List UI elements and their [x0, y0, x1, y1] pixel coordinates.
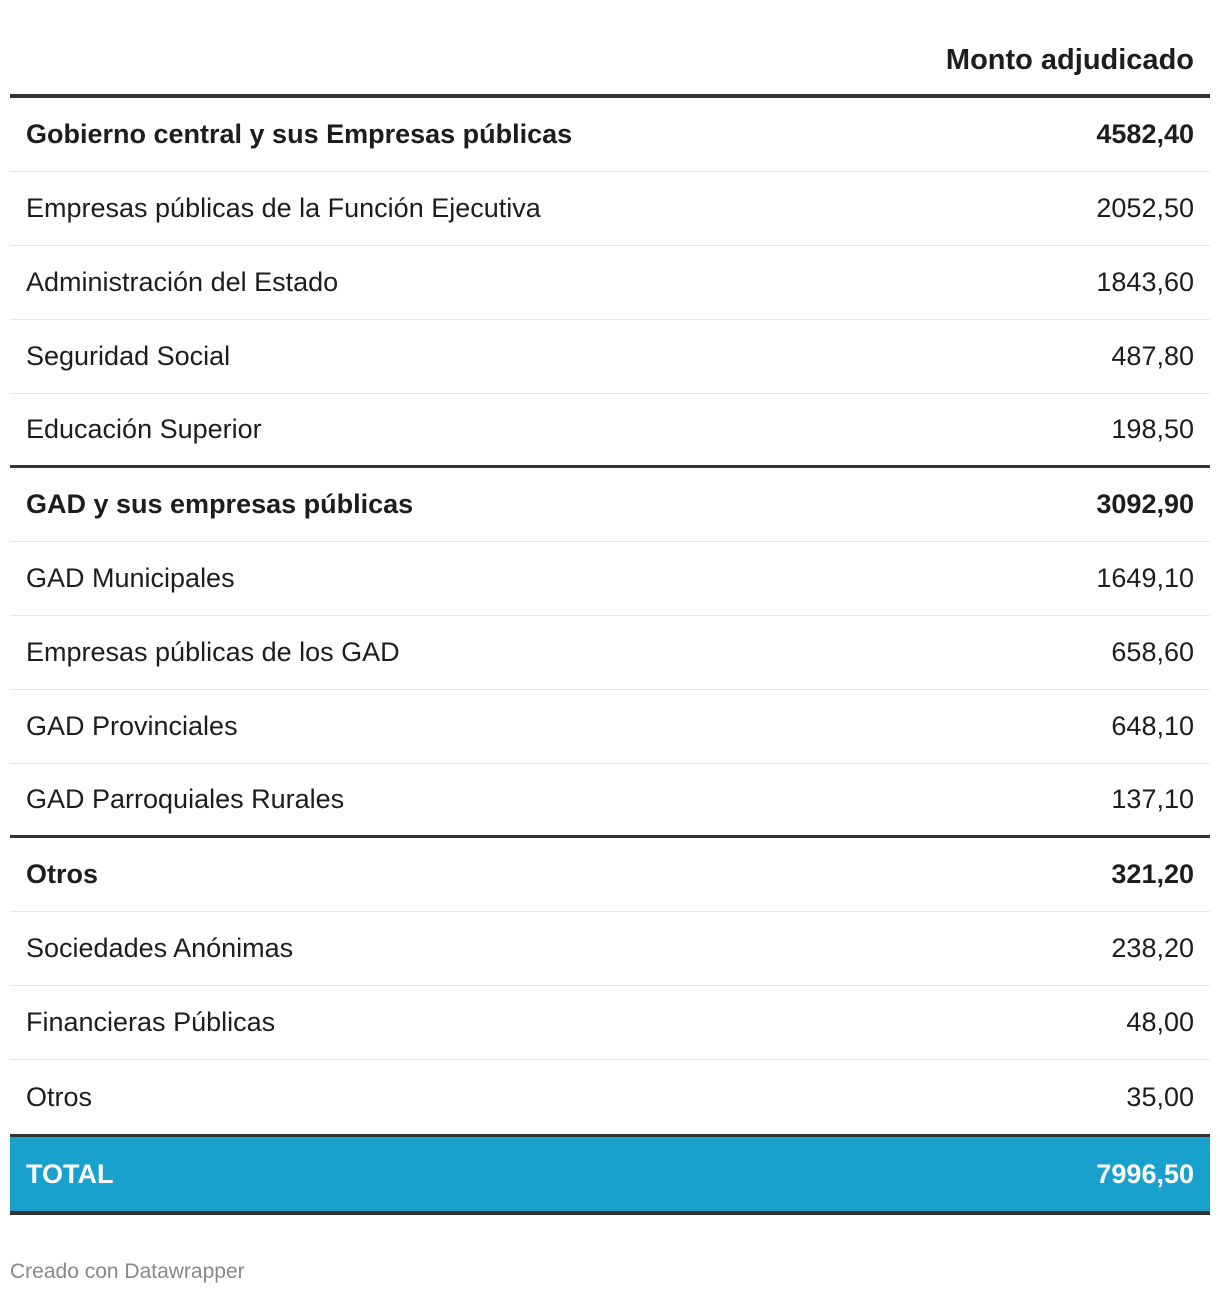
table-row	[10, 764, 1210, 838]
group-value: 321,20	[1111, 859, 1194, 889]
group-label: Gobierno central y sus Empresas públicas	[26, 119, 573, 149]
total-value: 7996,50	[1096, 1158, 1194, 1189]
table-header	[10, 0, 1210, 98]
group-row	[10, 98, 1210, 172]
row-label: GAD Parroquiales Rurales	[26, 784, 345, 814]
row-label: Empresas públicas de la Función Ejecutiva	[26, 193, 541, 223]
row-label: Sociedades Anónimas	[26, 933, 294, 963]
table-row	[10, 912, 1210, 986]
row-value: 137,10	[1111, 784, 1194, 814]
table-row	[10, 542, 1210, 616]
group-value: 4582,40	[1096, 119, 1194, 149]
table-row	[10, 616, 1210, 690]
table-row	[10, 1060, 1210, 1134]
row-label: Administración del Estado	[26, 267, 339, 297]
row-value: 1843,60	[1096, 267, 1194, 297]
row-value: 1649,10	[1096, 563, 1194, 593]
row-label: Seguridad Social	[26, 341, 231, 371]
total-section	[10, 1134, 1210, 1215]
group-label: GAD y sus empresas públicas	[26, 489, 414, 519]
total-label: TOTAL	[26, 1158, 114, 1189]
group-row	[10, 468, 1210, 542]
row-value: 35,00	[1126, 1081, 1194, 1112]
row-value: 48,00	[1126, 1007, 1194, 1037]
row-label: Empresas públicas de los GAD	[26, 637, 400, 667]
row-label: GAD Municipales	[26, 563, 235, 593]
group-row	[10, 838, 1210, 912]
row-label: GAD Provinciales	[26, 711, 238, 741]
row-value: 487,80	[1111, 341, 1194, 371]
row-label: Financieras Públicas	[26, 1007, 276, 1037]
group-label: Otros	[26, 859, 99, 889]
table-row	[10, 172, 1210, 246]
table-row	[10, 690, 1210, 764]
row-value: 658,60	[1111, 637, 1194, 667]
data-table	[10, 0, 1210, 1215]
table-row	[10, 394, 1210, 468]
total-row	[10, 1137, 1210, 1215]
column-header-monto: Monto adjudicado	[945, 44, 1194, 76]
row-label: Educación Superior	[26, 414, 262, 444]
table-row	[10, 246, 1210, 320]
table-row	[10, 986, 1210, 1060]
row-value: 238,20	[1111, 933, 1194, 963]
row-value: 648,10	[1111, 711, 1194, 741]
table-row	[10, 320, 1210, 394]
row-value: 198,50	[1111, 414, 1194, 444]
row-value: 2052,50	[1096, 193, 1194, 223]
datawrapper-credit: Creado con Datawrapper	[10, 1260, 245, 1283]
group-value: 3092,90	[1096, 489, 1194, 519]
row-label: Otros	[26, 1081, 93, 1112]
